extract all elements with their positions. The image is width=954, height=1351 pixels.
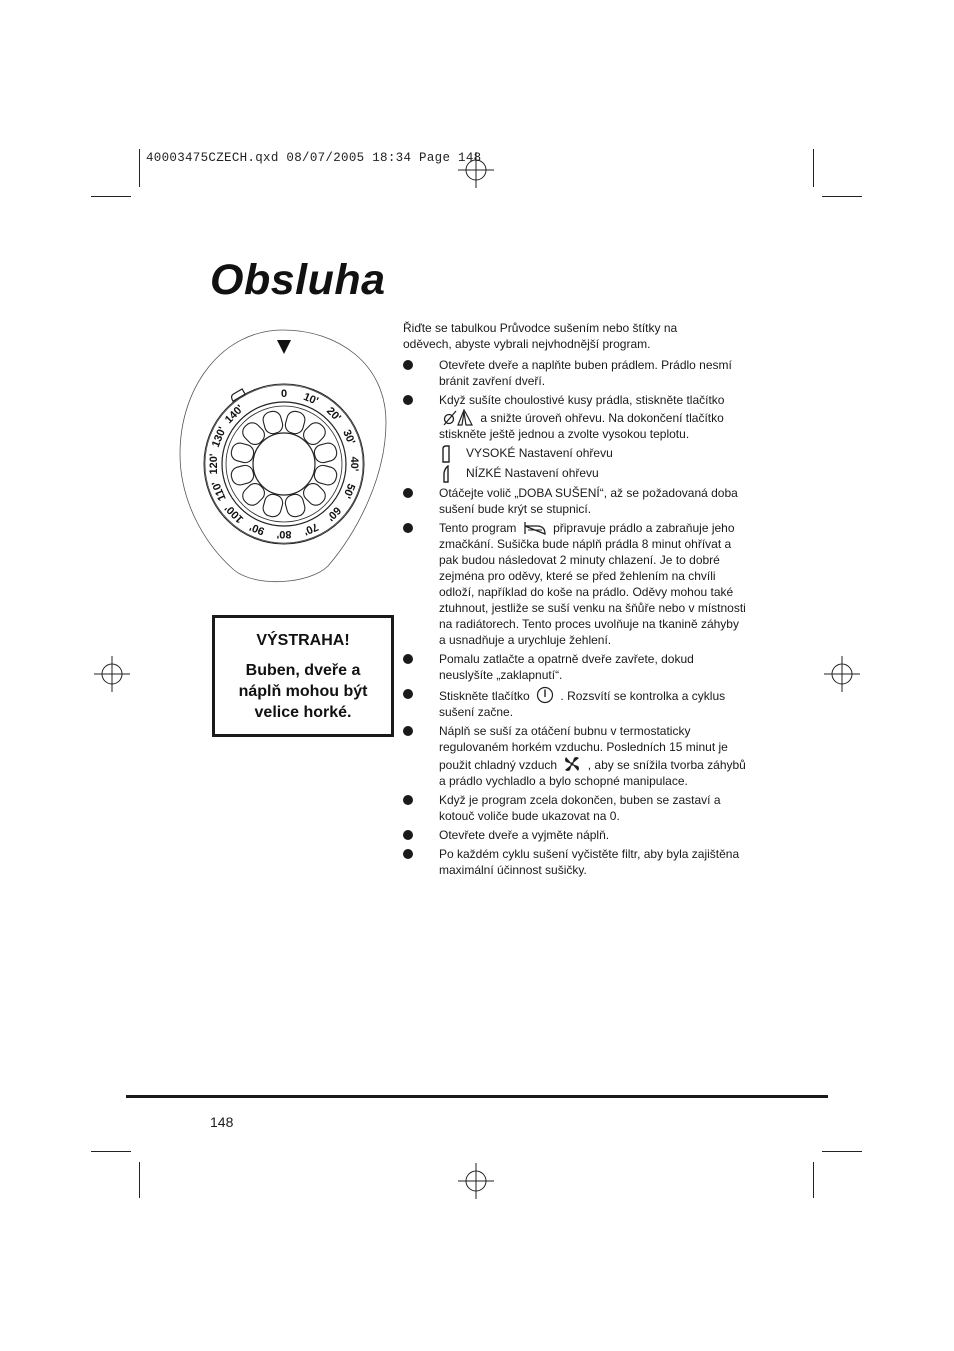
intro-paragraph: Řiďte se tabulkou Průvodce sušením nebo štítky na oděvech, abyste vybrali nejvhodnější program. <box>403 321 678 351</box>
instruction-list <box>403 357 748 881</box>
bullet-icon <box>403 795 413 805</box>
dial-scale-label: 20' <box>324 405 343 424</box>
dial-scale-label: 0 <box>280 388 288 400</box>
registration-mark <box>84 646 140 702</box>
crop-mark <box>822 196 862 197</box>
page-title: Obsluha <box>210 256 386 304</box>
dial-scale-label: 70' <box>301 520 320 538</box>
dial-scale-label: 100' <box>222 501 247 526</box>
heat-setting-high: VYSOKÉ Nastavení ohřevu <box>403 445 748 465</box>
bullet-icon <box>403 830 413 840</box>
list-item: Otevřete dveře a vyjměte náplň. <box>403 827 748 843</box>
crop-mark <box>91 1151 131 1152</box>
dial-scale-label: 50' <box>340 481 358 500</box>
list-item: Po každém cyklu sušení vyčistěte filtr, aby byla zajištěna maximální účinnost sušičky. <box>403 846 748 878</box>
fan-icon <box>563 755 581 773</box>
dial-scale-label: 60' <box>324 504 343 523</box>
list-item: Tento program připravuje prádlo a zabraňuje jeho zmačkání. Sušička bude náplň prádla 8 minut ohřívat a pak budou následovat 2 minuty chlazení. Je to dobré zejména pro oděvy, které se před žehlením na chvíli odloží, například do koše na prádlo. Oděvy mohou také ztuhnout, jestliže se suší venku na šňůře nebo v místnosti na radiátorech. Tento proces uvolňuje na tkanině záhyby a usnadňuje a urychluje žehlení. <box>403 520 748 648</box>
bullet-icon <box>403 360 413 370</box>
dial-scale-label: 10' <box>301 390 320 408</box>
bullet-icon <box>403 654 413 664</box>
dial-scale-label: 140' <box>222 402 247 427</box>
list-item: Otáčejte volič „DOBA SUŠENÍ“, až se požadovaná doba sušení bude krýt se stupnicí. <box>403 485 748 517</box>
bullet-icon <box>403 488 413 498</box>
crop-mark <box>813 1162 814 1198</box>
dial-scale-label: 130' <box>209 425 229 450</box>
bullet-icon <box>403 726 413 736</box>
footer-rule <box>126 1095 828 1098</box>
list-item: Otevřete dveře a naplňte buben prádlem. Prádlo nesmí bránit zavření dveří. <box>403 357 748 389</box>
anti-crease-icon <box>523 520 547 536</box>
dial-scale-label: 80' <box>276 528 292 540</box>
crop-mark <box>822 1151 862 1152</box>
warning-heading: VÝSTRAHA! <box>256 631 350 649</box>
dial-lobe <box>230 464 256 487</box>
file-slug: 40003475CZECH.qxd 08/07/2005 18:34 Page 148 <box>146 151 482 165</box>
low-heat-icon <box>441 465 451 483</box>
dial-lobe <box>284 410 307 436</box>
list-item: Náplň se suší za otáčení bubnu v termostaticky regulovaném horkém vzduchu. Posledních 15 minut je použit chladný vzduch , aby se snížila tvorba záhybů a prádlo vychladlo a bylo schopné manipulace. <box>403 723 748 789</box>
dial-lobe <box>313 441 339 464</box>
list-item: Když je program zcela dokončen, buben se zastaví a kotouč voliče bude ukazovat na 0. <box>403 792 748 824</box>
crop-mark <box>813 149 814 187</box>
list-item: Pomalu zatlačte a opatrně dveře zavřete, dokud neuslyšíte „zaklapnutí“. <box>403 651 748 683</box>
power-icon <box>536 686 554 704</box>
bullet-icon <box>403 849 413 859</box>
crop-mark <box>139 1162 140 1198</box>
bullet-icon <box>403 395 413 405</box>
crop-mark <box>139 149 140 187</box>
heat-setting-low: NÍZKÉ Nastavení ohřevu <box>403 465 748 485</box>
dial-scale-label: 90' <box>248 520 267 538</box>
dial-lobe <box>261 410 284 436</box>
page-number: 148 <box>210 1114 234 1130</box>
dial-lobe <box>313 464 339 487</box>
dial-scale-label: 120' <box>208 453 220 475</box>
registration-mark <box>448 142 504 198</box>
crop-mark <box>91 196 131 197</box>
warning-box <box>212 615 394 737</box>
bullet-icon <box>403 689 413 699</box>
list-item: Stiskněte tlačítko . Rozsvítí se kontrolka a cyklus sušení začne. <box>403 686 748 720</box>
dial-scale-label: 40' <box>348 456 360 472</box>
dial-lobe <box>284 493 307 519</box>
dial-scale-label: 110' <box>209 479 229 503</box>
delicate-icon <box>442 408 474 426</box>
dial-scale-label: 30' <box>340 428 358 447</box>
dial-lobe <box>230 441 256 464</box>
warning-text: Buben, dveře a náplň mohou být velice horké. <box>238 661 368 721</box>
dial-lobe <box>261 493 284 519</box>
timer-dial-illustration <box>178 326 388 588</box>
registration-mark <box>814 646 870 702</box>
bullet-icon <box>403 523 413 533</box>
high-heat-icon <box>441 445 451 463</box>
registration-mark <box>448 1153 504 1209</box>
list-item: Když sušíte choulostivé kusy prádla, stiskněte tlačítko a snižte úroveň ohřevu. Na dokončení tlačítko stiskněte ještě jednou a zvolte vysokou teplotu. <box>403 392 748 442</box>
pointer-triangle-icon <box>277 340 291 354</box>
